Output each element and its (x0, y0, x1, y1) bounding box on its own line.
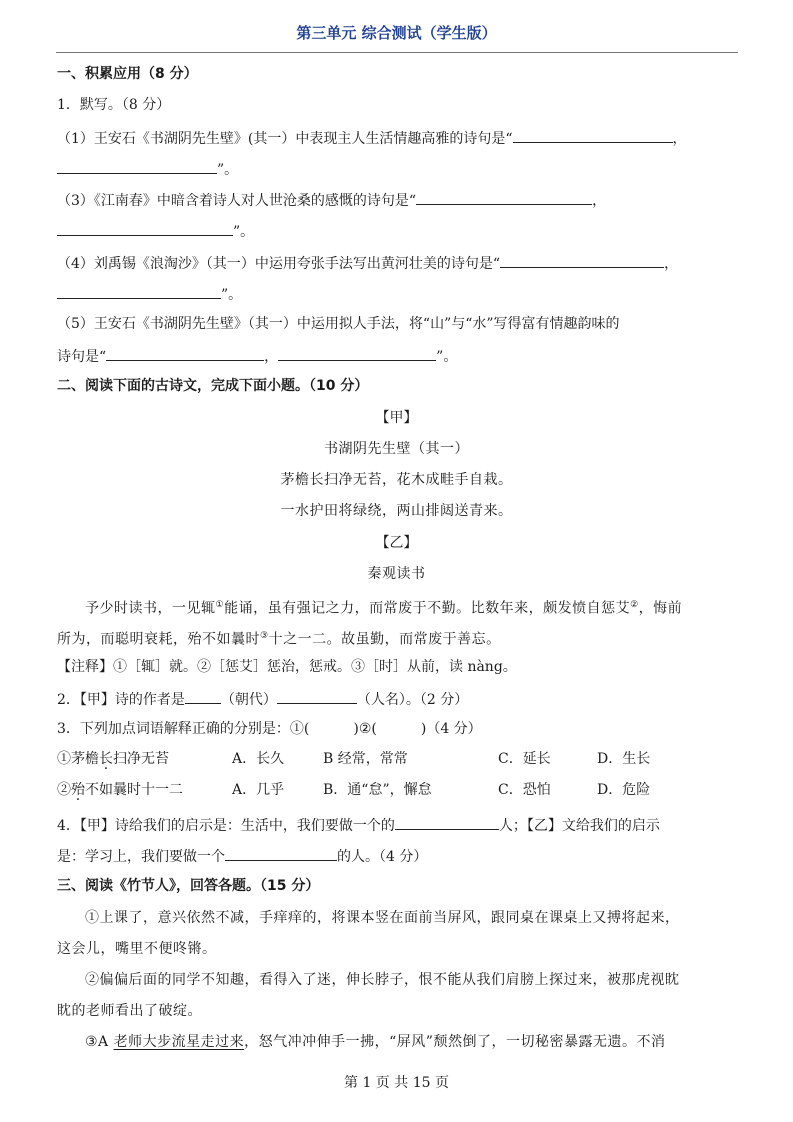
q3-r1-option-c[interactable]: C．延长 (498, 751, 551, 767)
q1-item-5-text: 诗句是“ (57, 349, 107, 365)
dotted-word: 殆 (71, 782, 85, 798)
notes: 【注释】①［辄］就。②［惩艾］惩治，惩戒。③［时］从前，读 nàng。 (57, 659, 517, 675)
punct: ， (592, 193, 607, 209)
q3-phrase: ①茅檐 (57, 751, 99, 767)
punct: ， (264, 349, 279, 365)
jia-label: 【甲】 (375, 410, 418, 426)
answer-blank[interactable] (395, 814, 499, 830)
passage-p3-line1 (85, 1032, 665, 1052)
q3-r2-option-d[interactable]: D．危险 (597, 782, 651, 798)
q3-row-2 (57, 780, 183, 800)
answer-blank[interactable] (185, 688, 221, 704)
punct: ”。 (217, 162, 239, 178)
q3-text: )（4 分） (420, 721, 482, 737)
prose-text: 能诵，虽有强记之力，而常废于不勤。比数年来，颇发愤自惩艾 (224, 600, 631, 617)
q1-item-1-line2 (57, 158, 238, 180)
section2-heading: 二、阅读下面的古诗文，完成下面小题。（10 分） (57, 378, 369, 394)
answer-blank[interactable] (57, 283, 221, 299)
prose-text: 十之一二。故虽勤，而常废于善忘。 (268, 631, 501, 648)
q4-text: 是：学习上，我们要做一个 (57, 849, 225, 865)
poem-line-2: 一水护田将绿绕，两山排闼送青来。 (280, 503, 513, 519)
q4-text: 的人。（4 分） (337, 849, 428, 865)
q2 (57, 688, 468, 710)
footnote-mark: ① (215, 600, 225, 610)
answer-blank[interactable] (106, 345, 264, 361)
q4-text: 4．【甲】诗给我们的启示是：生活中，我们要做一个的 (57, 818, 395, 834)
q3-r1-option-a[interactable]: A．长久 (232, 751, 285, 767)
punct: ”。 (221, 287, 243, 303)
q3-r2-option-a[interactable]: A．几乎 (232, 782, 285, 798)
q3-stem (57, 719, 482, 739)
q1-item-1-text: （1）王安石《书湖阴先生壁》(其一）中表现主人生活情趣高雅的诗句是“ (57, 131, 513, 147)
section1-heading: 一、积累应用（8 分） (57, 66, 198, 82)
answer-blank[interactable] (500, 252, 664, 268)
passage-p1-line1: ①上课了，意兴依然不减，手痒痒的，将课本竖在面前当屏风，跟同桌在课桌上又搏将起来， (85, 910, 680, 926)
dotted-word: 长 (99, 751, 113, 767)
q3-r1-option-b[interactable]: B 经常，常常 (323, 751, 408, 767)
q1-item-4-line2 (57, 283, 242, 305)
yi-label: 【乙】 (375, 535, 418, 551)
poem-line-1: 茅檐长扫净无苔，花木成畦手自栽。 (280, 472, 513, 488)
q1-item-1-line1 (57, 127, 687, 149)
q2-text: （人名）。（2 分） (356, 692, 469, 708)
page-footer: 第 1 页 共 15 页 (344, 1075, 449, 1091)
q4-text: 人；【乙】文给我们的启示 (498, 818, 660, 834)
answer-blank[interactable] (225, 845, 337, 861)
q4-line-1 (57, 814, 660, 836)
header-divider (56, 52, 738, 53)
section3-heading: 三、阅读《竹节人》，回答各题。（15 分） (57, 878, 320, 894)
q3-text: )②( (353, 721, 377, 737)
q3-text: 3．下列加点词语解释正确的分别是：①( (57, 721, 310, 737)
prose-text: 所为，而聪明衰耗，殆不如曩时 (57, 631, 260, 648)
answer-blank[interactable] (57, 158, 217, 174)
answer-blank[interactable] (513, 127, 673, 143)
q3-r2-option-b[interactable]: B．通“怠”，懈怠 (323, 782, 432, 798)
q1-item-4-line1 (57, 252, 678, 274)
q1-stem: 1．默写。（8 分） (57, 97, 171, 113)
q4-line-2 (57, 845, 427, 867)
punct: ， (672, 131, 687, 147)
q1-item-4-text: （4）刘禹锡《浪淘沙》（其一）中运用夸张手法写出黄河壮美的诗句是“ (57, 256, 501, 272)
prose-text: 予少时读书，一见辄 (85, 600, 216, 617)
q3-r1-option-d[interactable]: D．生长 (597, 751, 651, 767)
answer-blank[interactable] (278, 345, 436, 361)
page-title: 第三单元 综合测试（学生版） (296, 24, 497, 42)
q1-item-3-line2 (57, 220, 254, 242)
punct: ”。 (233, 224, 255, 240)
passage-text: ，怒气冲冲伸手一拂，“屏风”颓然倒了，一切秘密暴露无遗。不消 (244, 1034, 666, 1050)
q1-item-3-text: （3）《江南春》中暗含着诗人对人世沧桑的感慨的诗句是“ (57, 193, 417, 209)
prose-line-2 (57, 626, 501, 650)
prose-title: 秦观读书 (367, 566, 426, 582)
passage-p1-line2: 这会儿，嘴里不便咚锵。 (57, 941, 217, 957)
q3-phrase: 不如曩时十一二 (85, 782, 183, 798)
underlined-sentence-a: 老师大步流星走过来 (113, 1034, 245, 1050)
q3-phrase: ② (57, 782, 71, 798)
answer-blank[interactable] (416, 189, 592, 205)
q1-item-5-line2 (57, 345, 457, 367)
passage-p2-line1: ②偏偏后面的同学不知趣，看得入了迷，伸长脖子，恨不能从我们肩膀上探过来，被那虎视眈 (85, 972, 680, 988)
q2-text: 2．【甲】诗的作者是 (57, 692, 185, 708)
passage-text: ③A (85, 1034, 114, 1050)
punct: ”。 (436, 349, 458, 365)
passage-p2-line2: 眈的老师看出了破绽。 (57, 1003, 202, 1019)
q3-r2-option-c[interactable]: C．恐怕 (498, 782, 551, 798)
footnote-mark: ② (630, 600, 639, 610)
q3-phrase: 扫净无苔 (113, 751, 169, 767)
q1-item-3-line1 (57, 189, 606, 211)
answer-blank[interactable] (57, 220, 233, 236)
prose-line-1 (85, 595, 682, 619)
q2-text: （朝代） (220, 692, 277, 708)
q3-row-1 (57, 749, 169, 769)
answer-blank[interactable] (277, 688, 357, 704)
poem-title: 书湖阴先生壁（其一） (324, 441, 469, 457)
punct: ， (664, 256, 679, 272)
footnote-mark: ③ (260, 631, 269, 641)
q1-item-5-line1: （5）王安石《书湖阴先生壁》（其一）中运用拟人手法，将“山”与“水”写得富有情趣韵味的 (57, 316, 620, 332)
prose-text: ，悔前 (638, 600, 683, 617)
